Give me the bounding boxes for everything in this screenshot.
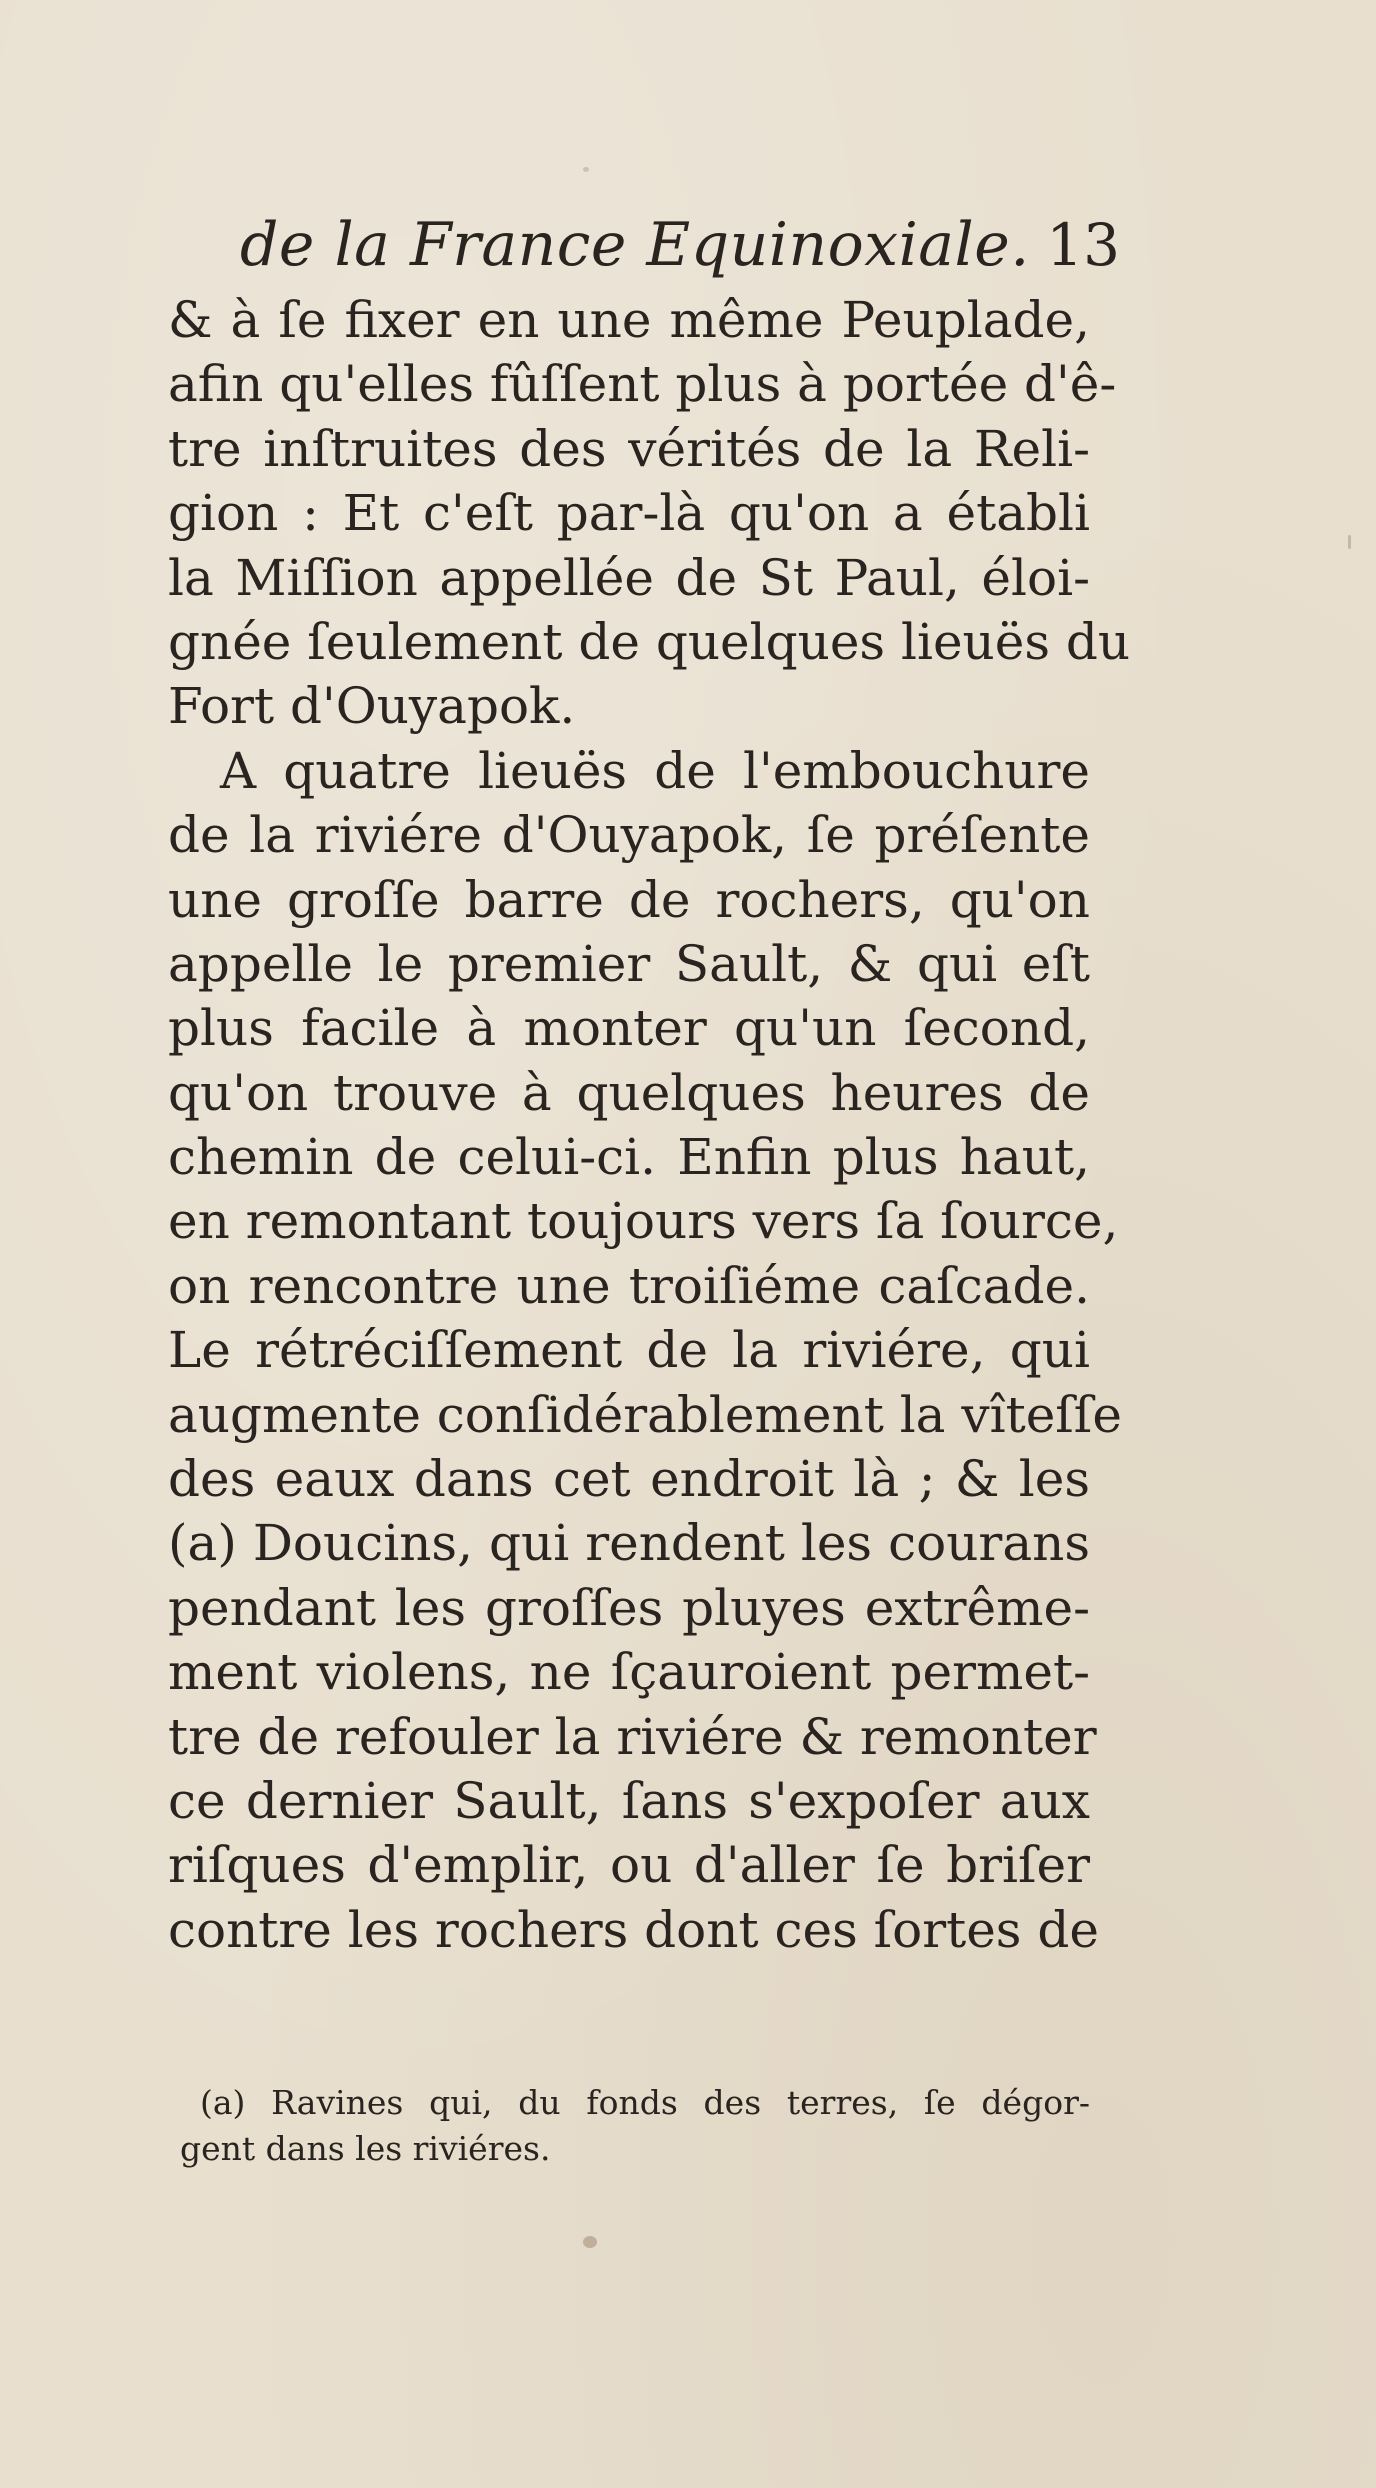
text-line: chemin de celui-ci. Enfin plus haut, bbox=[168, 1128, 1090, 1187]
text-line: & à ſe fixer en une même Peuplade, bbox=[168, 291, 1090, 349]
body-text bbox=[168, 288, 1131, 1962]
text-line: riſques d'emplir, ou d'aller ſe briſer bbox=[168, 1836, 1090, 1895]
text-line: gnée ſeulement de quelques lieuës du bbox=[168, 612, 1131, 671]
text-line: augmente conſidérablement la vîteſſe bbox=[168, 1385, 1122, 1444]
text-line: en remontant toujours vers ſa ſource, bbox=[168, 1192, 1119, 1251]
paper-blemish bbox=[583, 2236, 597, 2248]
footnote bbox=[180, 2080, 1090, 2172]
text-line: des eaux dans cet endroit là ; & les bbox=[168, 1450, 1090, 1509]
text-line: une groſſe barre de rochers, qu'on bbox=[168, 870, 1090, 929]
footnote-line: (a) Ravines qui, du fonds des terres, ſe dégor- bbox=[200, 2083, 1090, 2122]
text-line: on rencontre une troiſiéme caſcade. bbox=[168, 1256, 1090, 1315]
text-line: gion : Et c'eſt par-là qu'on a établi bbox=[168, 484, 1090, 543]
text-line: ment violens, ne ſçauroient permet- bbox=[168, 1643, 1090, 1702]
text-line: tre inſtruites des vérités de la Reli- bbox=[168, 419, 1090, 478]
text-line: Le rétréciſſement de la riviére, qui bbox=[168, 1321, 1090, 1380]
text-line: ce dernier Sault, ſans s'expoſer aux bbox=[168, 1771, 1090, 1830]
footnote-line: gent dans les riviéres. bbox=[180, 2129, 551, 2168]
text-line: plus facile à monter qu'un ſecond, bbox=[168, 999, 1090, 1058]
text-line: (a) Doucins, qui rendent les courans bbox=[168, 1514, 1090, 1573]
text-line: la Miſſion appellée de St Paul, éloi- bbox=[168, 548, 1090, 607]
text-line: A quatre lieuës de l'embouchure bbox=[220, 741, 1090, 800]
text-line: appelle le premier Sault, & qui eſt bbox=[168, 934, 1090, 993]
text-line: Fort d'Ouyapok. bbox=[168, 677, 576, 736]
text-line: afin qu'elles fûſſent plus à portée d'ê- bbox=[168, 355, 1117, 414]
text-line: pendant les groſſes pluyes extrême- bbox=[168, 1578, 1090, 1637]
text-line: qu'on trouve à quelques heures de bbox=[168, 1063, 1090, 1122]
text-line: de la riviére d'Ouyapok, ſe préſente bbox=[168, 806, 1090, 865]
page-number: 13 bbox=[1046, 211, 1120, 279]
running-title: de la France Equinoxiale. bbox=[240, 210, 1030, 280]
text-line: contre les rochers dont ces ſortes de bbox=[168, 1900, 1099, 1959]
paper-blemish bbox=[1348, 535, 1351, 549]
paper-blemish bbox=[583, 167, 589, 172]
page-header bbox=[240, 200, 1120, 290]
text-line: tre de refouler la riviére & remonter bbox=[168, 1707, 1097, 1766]
